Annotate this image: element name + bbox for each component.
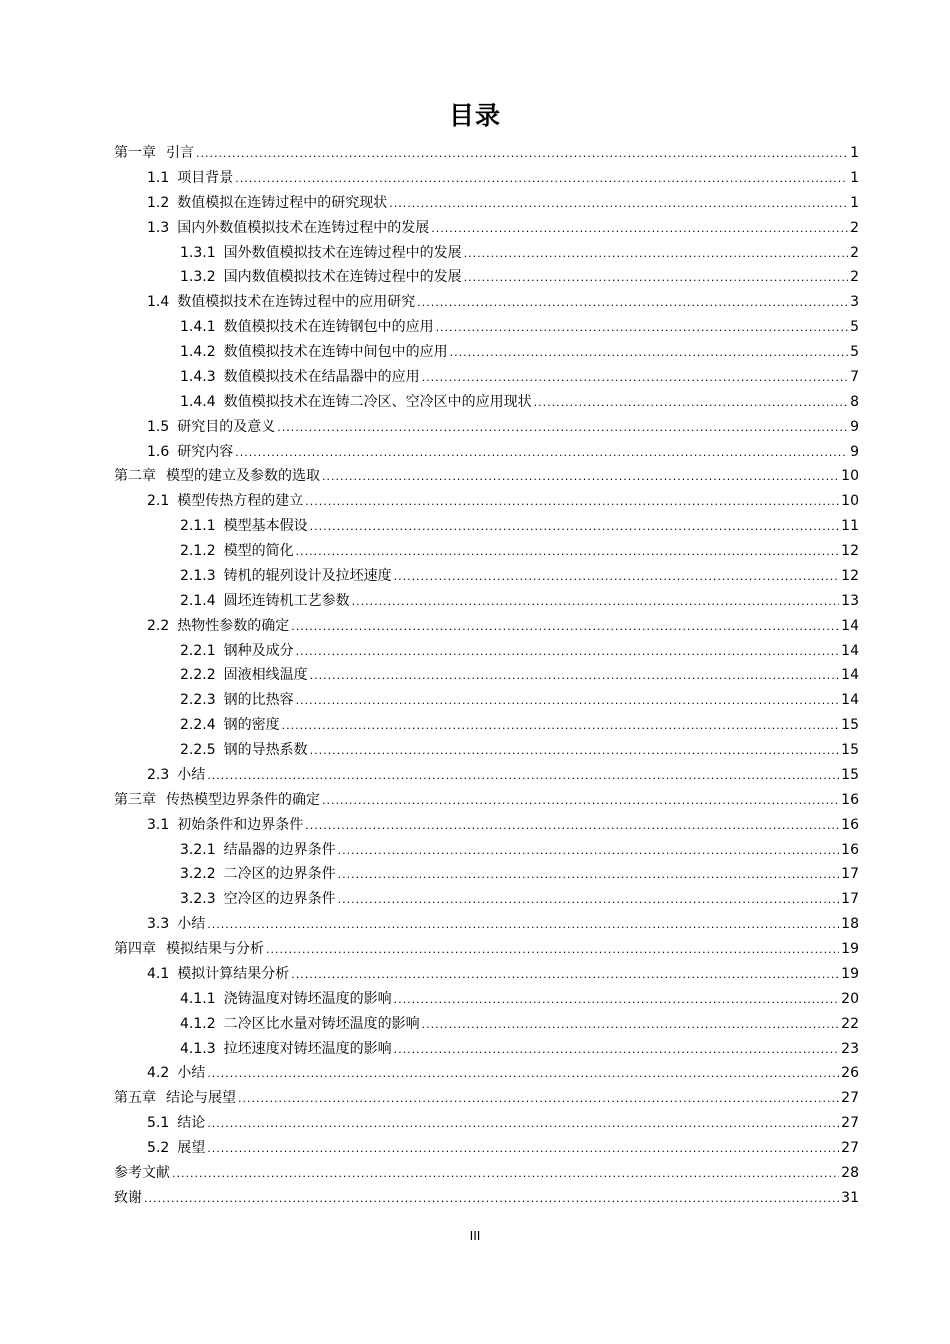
toc-entry-number: 第四章 (114, 941, 156, 957)
toc-entry-number: 1.3 (147, 219, 170, 236)
toc-entry-title: 引言 (166, 145, 194, 161)
toc-entry-number: 2.2.1 (180, 642, 216, 659)
toc-entry-title: 小结 (177, 916, 206, 933)
toc-entry-title: 传热模型边界条件的确定 (166, 791, 320, 808)
toc-entry[interactable] (114, 265, 859, 290)
toc-entry-page: 10 (841, 493, 859, 510)
toc-entry-page: 27 (841, 1090, 859, 1107)
toc-entry[interactable] (114, 489, 859, 514)
toc-entry-page: 5 (850, 344, 859, 360)
dot-leader (282, 714, 840, 739)
toc-entry-page: 28 (841, 1164, 859, 1181)
toc-entry[interactable] (114, 1186, 859, 1211)
toc-entry-page: 2 (850, 269, 859, 286)
toc-entry[interactable] (114, 738, 859, 763)
dot-leader (394, 1038, 840, 1063)
toc-entry-number: 1.3.1 (180, 244, 216, 261)
toc-entry-title: 铸机的辊列设计及拉坯速度 (223, 567, 392, 584)
toc-entry[interactable] (114, 464, 859, 489)
toc-entry-page: 19 (841, 941, 859, 957)
toc-entry-page: 11 (841, 518, 859, 535)
dot-leader (394, 988, 840, 1013)
toc-entry[interactable] (114, 887, 859, 912)
toc-entry[interactable] (114, 1012, 859, 1037)
dot-leader (394, 565, 840, 590)
toc-entry-number: 第二章 (114, 468, 156, 485)
toc-entry-title: 固液相线温度 (223, 667, 308, 684)
dot-leader (291, 615, 839, 640)
dot-leader (534, 391, 848, 416)
toc-entry-number: 1.2 (147, 194, 170, 211)
toc-entry[interactable] (114, 763, 859, 788)
toc-entry-page: 1 (850, 169, 859, 186)
toc-entry[interactable] (114, 1061, 859, 1086)
toc-entry-page: 15 (841, 766, 859, 783)
toc-entry-title: 模拟计算结果分析 (177, 965, 290, 982)
toc-entry-page: 31 (841, 1189, 859, 1206)
toc-entry-page: 26 (841, 1065, 859, 1082)
toc-entry[interactable] (114, 315, 859, 340)
toc-entry-title: 数值模拟技术在连铸中间包中的应用 (223, 344, 448, 360)
toc-entry-page: 2 (850, 219, 859, 236)
dot-leader (207, 913, 839, 938)
toc-entry-number: 5.2 (147, 1140, 170, 1156)
toc-entry-title: 结论与展望 (166, 1090, 236, 1107)
toc-entry-title: 参考文献 (114, 1164, 170, 1181)
dot-leader (310, 739, 840, 764)
page-title: 目录 (448, 101, 501, 130)
dot-leader (235, 441, 848, 466)
toc-entry-page: 12 (841, 543, 859, 559)
toc-entry-number: 4.1 (147, 965, 170, 982)
toc-entry-number: 3.2.2 (180, 866, 216, 883)
toc-entry-title: 空冷区的边界条件 (223, 891, 336, 908)
dot-leader (417, 291, 848, 316)
toc-entry-number: 4.1.2 (180, 1015, 216, 1032)
dot-leader (431, 217, 848, 242)
toc-entry-page: 17 (841, 891, 859, 908)
toc-entry-title: 数值模拟技术在连铸二冷区、空冷区中的应用现状 (223, 393, 532, 410)
dot-leader (436, 316, 848, 341)
dot-leader (291, 963, 839, 988)
toc-entry-number: 1.4.4 (180, 393, 216, 410)
toc-entry-title: 模拟结果与分析 (166, 941, 264, 957)
toc-entry-page: 9 (850, 418, 859, 435)
dot-leader (389, 192, 848, 217)
dot-leader (207, 764, 839, 789)
toc-entry-title: 初始条件和边界条件 (177, 816, 304, 833)
toc-entry-page: 17 (841, 866, 859, 883)
toc-entry-page: 19 (841, 965, 859, 982)
toc-entry[interactable] (114, 1086, 859, 1111)
toc-entry-page: 14 (841, 667, 859, 684)
dot-leader (422, 366, 848, 391)
toc-entry[interactable] (114, 514, 859, 539)
toc-entry-page: 2 (850, 244, 859, 261)
dot-leader (338, 839, 840, 864)
toc-entry-number: 3.2.3 (180, 891, 216, 908)
toc-entry-page: 7 (850, 368, 859, 385)
dot-leader (238, 1087, 839, 1112)
toc-entry[interactable] (114, 241, 859, 266)
dot-leader (322, 465, 839, 490)
toc-entry-title: 钢的密度 (223, 717, 280, 734)
dot-leader (296, 689, 840, 714)
toc-entry-title: 国外数值模拟技术在连铸过程中的发展 (223, 244, 462, 261)
toc-entry[interactable] (114, 166, 859, 191)
toc-entry-title: 热物性参数的确定 (177, 617, 290, 634)
toc-entry-number: 2.1.3 (180, 567, 216, 584)
toc-entry-title: 小结 (177, 766, 206, 783)
dot-leader (305, 814, 839, 839)
toc-entry-number: 第三章 (114, 791, 156, 808)
toc-entry-number: 1.5 (147, 418, 170, 435)
dot-leader (144, 1187, 839, 1212)
toc-entry[interactable] (114, 290, 859, 315)
toc-entry-number: 1.4.1 (180, 319, 216, 336)
dot-leader (305, 490, 839, 515)
toc-entry-page: 5 (850, 319, 859, 336)
toc-entry-number: 第一章 (114, 145, 156, 161)
toc-entry-number: 1.4.3 (180, 368, 216, 385)
toc-entry-number: 2.2.5 (180, 742, 216, 758)
toc-entry-title: 小结 (177, 1065, 206, 1082)
toc-entry[interactable] (114, 415, 859, 440)
toc-entry[interactable] (114, 1111, 859, 1136)
toc-entry[interactable] (114, 1136, 859, 1161)
toc-entry[interactable] (114, 813, 859, 838)
dot-leader (310, 515, 840, 540)
toc-entry-title: 圆坯连铸机工艺参数 (223, 592, 350, 609)
toc-entry[interactable] (114, 688, 859, 713)
dot-leader (450, 341, 848, 366)
toc-entry[interactable] (114, 539, 859, 564)
toc-entry[interactable] (114, 191, 859, 216)
toc-entry-number: 2.1.2 (180, 543, 216, 559)
toc-entry[interactable] (114, 838, 859, 863)
toc-entry-title: 二冷区比水量对铸坯温度的影响 (223, 1015, 420, 1032)
toc-entry-title: 研究内容 (177, 443, 234, 460)
toc-entry-number: 2.2.4 (180, 717, 216, 734)
toc-entry-title: 模型的建立及参数的选取 (166, 468, 320, 485)
page-number: III (469, 1228, 481, 1243)
toc-entry-title: 二冷区的边界条件 (223, 866, 336, 883)
toc-entry-number: 第五章 (114, 1090, 156, 1107)
dot-leader (266, 938, 839, 963)
dot-leader (235, 167, 848, 192)
table-of-contents (114, 141, 859, 1211)
toc-entry-page: 14 (841, 692, 859, 709)
dot-leader (352, 590, 840, 615)
dot-leader (296, 540, 840, 565)
dot-leader (172, 1162, 839, 1187)
toc-entry-title: 浇铸温度对铸坯温度的影响 (223, 990, 392, 1007)
toc-entry-number: 4.2 (147, 1065, 170, 1082)
toc-entry-page: 27 (841, 1140, 859, 1156)
toc-entry[interactable] (114, 216, 859, 241)
toc-entry-page: 22 (841, 1015, 859, 1032)
dot-leader (322, 789, 839, 814)
toc-entry[interactable] (114, 141, 859, 166)
toc-entry-title: 结论 (177, 1115, 206, 1132)
toc-entry[interactable] (114, 440, 859, 465)
toc-entry-page: 18 (841, 916, 859, 933)
toc-entry-number: 2.3 (147, 766, 170, 783)
toc-entry-number: 2.1.1 (180, 518, 216, 535)
toc-entry-page: 20 (841, 990, 859, 1007)
toc-entry-page: 13 (841, 592, 859, 609)
toc-entry-title: 致谢 (114, 1189, 142, 1206)
toc-entry[interactable] (114, 340, 859, 365)
toc-entry-number: 1.1 (147, 169, 170, 186)
toc-entry-title: 数值模拟技术在连铸钢包中的应用 (223, 319, 434, 336)
toc-entry[interactable] (114, 1161, 859, 1186)
dot-leader (422, 1013, 840, 1038)
toc-entry-title: 展望 (177, 1140, 206, 1156)
toc-entry[interactable] (114, 365, 859, 390)
toc-entry-title: 钢的比热容 (223, 692, 294, 709)
toc-entry-title: 钢的导热系数 (223, 742, 308, 758)
toc-entry[interactable] (114, 564, 859, 589)
dot-leader (207, 1062, 839, 1087)
toc-entry[interactable] (114, 788, 859, 813)
dot-leader (277, 416, 848, 441)
dot-leader (464, 242, 848, 267)
toc-entry-page: 15 (841, 717, 859, 734)
toc-entry-page: 16 (841, 791, 859, 808)
toc-entry-title: 模型基本假设 (223, 518, 308, 535)
dot-leader (310, 664, 840, 689)
toc-entry-page: 8 (850, 393, 859, 410)
toc-entry-page: 27 (841, 1115, 859, 1132)
toc-entry-number: 4.1.3 (180, 1040, 216, 1057)
dot-leader (338, 888, 840, 913)
dot-leader (464, 266, 848, 291)
toc-entry-page: 15 (841, 742, 859, 758)
toc-entry-number: 2.2 (147, 617, 170, 634)
dot-leader (196, 142, 848, 167)
toc-entry-title: 国内外数值模拟技术在连铸过程中的发展 (177, 219, 430, 236)
toc-entry[interactable] (114, 639, 859, 664)
toc-entry-title: 结晶器的边界条件 (223, 841, 336, 858)
dot-leader (338, 863, 840, 888)
toc-entry[interactable] (114, 1037, 859, 1062)
toc-entry-number: 2.1 (147, 493, 170, 510)
toc-entry-page: 10 (841, 468, 859, 485)
toc-entry-page: 12 (841, 567, 859, 584)
toc-entry-title: 模型的简化 (223, 543, 294, 559)
toc-entry[interactable] (114, 614, 859, 639)
toc-entry-title: 研究目的及意义 (177, 418, 276, 435)
toc-entry-title: 钢种及成分 (223, 642, 294, 659)
toc-entry-page: 14 (841, 642, 859, 659)
dot-leader (207, 1137, 839, 1162)
toc-entry-page: 3 (850, 294, 859, 311)
toc-entry-title: 国内数值模拟技术在连铸过程中的发展 (223, 269, 462, 286)
toc-entry-page: 1 (850, 145, 859, 161)
toc-entry[interactable] (114, 390, 859, 415)
toc-entry-title: 模型传热方程的建立 (177, 493, 304, 510)
toc-entry-title: 项目背景 (177, 169, 234, 186)
toc-entry-page: 1 (850, 194, 859, 211)
toc-entry-number: 3.3 (147, 916, 170, 933)
toc-entry-number: 1.4 (147, 294, 170, 311)
dot-leader (207, 1112, 839, 1137)
toc-entry[interactable] (114, 713, 859, 738)
toc-entry-number: 1.4.2 (180, 344, 216, 360)
toc-entry-title: 拉坯速度对铸坯温度的影响 (223, 1040, 392, 1057)
dot-leader (296, 640, 840, 665)
toc-entry-number: 1.3.2 (180, 269, 216, 286)
toc-entry[interactable] (114, 862, 859, 887)
toc-entry[interactable] (114, 962, 859, 987)
toc-entry-number: 1.6 (147, 443, 170, 460)
toc-entry-number: 2.2.2 (180, 667, 216, 684)
toc-entry-number: 3.1 (147, 816, 170, 833)
toc-entry[interactable] (114, 589, 859, 614)
toc-entry-title: 数值模拟在连铸过程中的研究现状 (177, 194, 388, 211)
toc-entry-page: 16 (841, 841, 859, 858)
toc-entry-number: 5.1 (147, 1115, 170, 1132)
toc-entry-number: 4.1.1 (180, 990, 216, 1007)
toc-entry[interactable] (114, 937, 859, 962)
toc-entry[interactable] (114, 987, 859, 1012)
toc-entry-number: 2.2.3 (180, 692, 216, 709)
toc-entry[interactable] (114, 663, 859, 688)
toc-entry-page: 9 (850, 443, 859, 460)
toc-entry-page: 14 (841, 617, 859, 634)
toc-entry[interactable] (114, 912, 859, 937)
toc-entry-number: 2.1.4 (180, 592, 216, 609)
toc-entry-title: 数值模拟技术在连铸过程中的应用研究 (177, 294, 416, 311)
toc-entry-page: 23 (841, 1040, 859, 1057)
toc-entry-number: 3.2.1 (180, 841, 216, 858)
toc-entry-title: 数值模拟技术在结晶器中的应用 (223, 368, 420, 385)
toc-entry-page: 16 (841, 816, 859, 833)
